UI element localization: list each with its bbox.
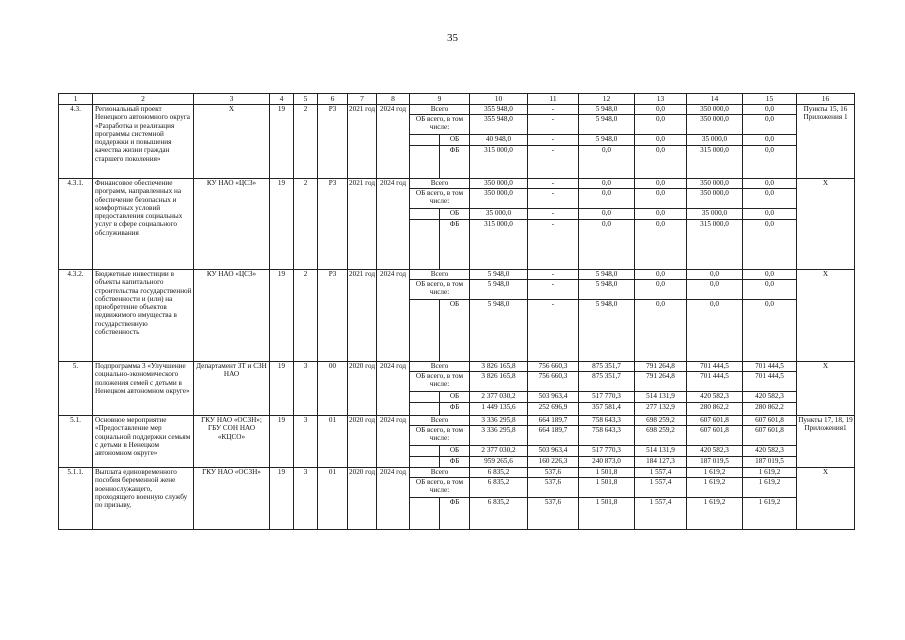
amount-cell: 0,0 [743, 209, 797, 220]
amount-cell: 0,0 [743, 300, 797, 362]
amount-cell: - [528, 105, 579, 115]
amount-cell: 959 265,6 [470, 457, 528, 468]
amount-cell: 315 000,0 [687, 220, 743, 270]
end-year: 2024 год [377, 416, 410, 468]
amount-cell: 184 127,3 [635, 457, 687, 468]
amount-cell: 698 259,2 [635, 426, 687, 446]
funding-source-label: ФБ [440, 146, 470, 179]
funding-source-label: Всего [410, 362, 470, 372]
amount-cell: 5 948,0 [470, 270, 528, 280]
header-cell: 10 [470, 94, 528, 105]
amount-cell: 1 619,2 [743, 468, 797, 478]
amount-cell: 0,0 [743, 220, 797, 270]
amount-cell: 503 963,4 [528, 392, 579, 403]
funding-source-label: ОБ [440, 446, 470, 457]
funding-source-label: ФБ [440, 220, 470, 270]
amount-cell: 0,0 [635, 105, 687, 115]
measure-name: Основное мероприятие «Предоставление мер социальной поддержки семьям с детьми в Ненецком автономном округе» [93, 416, 194, 468]
code-cell: 19 [270, 270, 294, 362]
code-cell: 2 [294, 179, 318, 270]
amount-cell: 1 619,2 [687, 478, 743, 498]
amount-cell: 350 000,0 [470, 179, 528, 189]
amount-cell: 252 696,9 [528, 403, 579, 416]
note-cell: X [797, 362, 855, 416]
amount-cell: 698 259,2 [635, 416, 687, 426]
spacer-cell [410, 392, 440, 403]
page-number: 35 [447, 32, 458, 44]
amount-cell: 0,0 [743, 135, 797, 146]
header-cell: 9 [410, 94, 470, 105]
amount-cell: 701 444,5 [743, 372, 797, 392]
amount-cell: 3 336 295,8 [470, 426, 528, 446]
amount-cell: - [528, 270, 579, 280]
funding-source-label: ОБ всего, в том числе: [410, 478, 470, 498]
note-cell: X [797, 468, 855, 530]
amount-cell: 5 948,0 [579, 270, 635, 280]
header-cell: 5 [294, 94, 318, 105]
header-cell: 16 [797, 94, 855, 105]
amount-cell: 1 619,2 [743, 498, 797, 530]
end-year: 2024 год [377, 179, 410, 270]
amount-cell: 420 582,3 [687, 392, 743, 403]
table-row [59, 105, 855, 115]
code-cell: P3 [318, 179, 348, 270]
header-cell: 7 [348, 94, 377, 105]
funding-source-label: Всего [410, 468, 470, 478]
amount-cell: 350 000,0 [687, 179, 743, 189]
amount-cell: 5 948,0 [470, 300, 528, 362]
amount-cell: 0,0 [579, 220, 635, 270]
row-number: 5. [59, 362, 93, 416]
amount-cell: 0,0 [687, 300, 743, 362]
header-cell: 3 [194, 94, 270, 105]
funding-source-label: ОБ всего, в том числе: [410, 189, 470, 209]
funding-source-label: Всего [410, 416, 470, 426]
table-row [59, 179, 855, 189]
note-cell: Пункты 15, 16 Приложения 1 [797, 105, 855, 179]
header-cell: 2 [93, 94, 194, 105]
amount-cell: 5 948,0 [579, 115, 635, 135]
amount-cell: 0,0 [579, 189, 635, 209]
amount-cell: 1 449 135,6 [470, 403, 528, 416]
amount-cell: 35 000,0 [687, 135, 743, 146]
amount-cell: 0,0 [635, 179, 687, 189]
amount-cell: 315 000,0 [687, 146, 743, 179]
amount-cell: 420 582,3 [743, 446, 797, 457]
amount-cell: 5 948,0 [579, 105, 635, 115]
code-cell: P3 [318, 270, 348, 362]
amount-cell: - [528, 179, 579, 189]
spacer-cell [410, 446, 440, 457]
end-year: 2024 год [377, 270, 410, 362]
amount-cell: 5 948,0 [579, 280, 635, 300]
amount-cell: 1 557,4 [635, 468, 687, 478]
spacer-cell [410, 498, 440, 530]
amount-cell: 240 873,0 [579, 457, 635, 468]
code-cell: 3 [294, 468, 318, 530]
code-cell: 2 [294, 105, 318, 179]
amount-cell: 503 963,4 [528, 446, 579, 457]
start-year: 2020 год [348, 362, 377, 416]
funding-source-label: ОБ всего, в том числе: [410, 115, 470, 135]
amount-cell: 0,0 [743, 105, 797, 115]
amount-cell: 0,0 [635, 209, 687, 220]
funding-source-label: Всего [410, 179, 470, 189]
amount-cell: 3 336 295,8 [470, 416, 528, 426]
header-cell: 15 [743, 94, 797, 105]
amount-cell: 6 835,2 [470, 478, 528, 498]
amount-cell: 875 351,7 [579, 372, 635, 392]
header-cell: 1 [59, 94, 93, 105]
amount-cell: 517 770,3 [579, 446, 635, 457]
amount-cell: 0,0 [635, 220, 687, 270]
amount-cell: 0,0 [743, 115, 797, 135]
amount-cell: 791 264,8 [635, 362, 687, 372]
amount-cell: 756 660,3 [528, 362, 579, 372]
amount-cell: 758 643,3 [579, 416, 635, 426]
amount-cell: 0,0 [579, 209, 635, 220]
amount-cell: 6 835,2 [470, 498, 528, 530]
measure-name: Финансовое обеспечение программ, направленных на обеспечение безопасных и комфортных условий предоставления социальных услуг в сфере социального обслуживания [93, 179, 194, 270]
amount-cell: 1 619,2 [687, 468, 743, 478]
amount-cell: 701 444,5 [743, 362, 797, 372]
amount-cell: 791 264,8 [635, 372, 687, 392]
executor: ГКУ НАО «ОСЗН» [194, 468, 270, 530]
amount-cell: 517 770,3 [579, 392, 635, 403]
end-year: 2024 год [377, 362, 410, 416]
code-cell: 3 [294, 416, 318, 468]
amount-cell: 35 000,0 [687, 209, 743, 220]
code-cell: 19 [270, 105, 294, 179]
spacer-cell [410, 135, 440, 146]
amount-cell: 0,0 [635, 115, 687, 135]
amount-cell: 350 000,0 [687, 189, 743, 209]
header-cell: 13 [635, 94, 687, 105]
amount-cell: 0,0 [743, 280, 797, 300]
amount-cell: 2 377 030,2 [470, 446, 528, 457]
amount-cell: 40 948,0 [470, 135, 528, 146]
amount-cell: 514 131,9 [635, 392, 687, 403]
amount-cell: 607 601,8 [687, 426, 743, 446]
funding-source-label: ОБ [440, 135, 470, 146]
amount-cell: 0,0 [743, 270, 797, 280]
measure-name: Региональный проект Ненецкого автономного округа «Разработка и реализация программы системной поддержки и повышения качества жизни граждан старшего поколения» [93, 105, 194, 179]
amount-cell: 1 501,8 [579, 478, 635, 498]
amount-cell: - [528, 135, 579, 146]
funding-source-label: Всего [410, 270, 470, 280]
header-cell: 4 [270, 94, 294, 105]
amount-cell: 5 948,0 [579, 300, 635, 362]
funding-source-label: ОБ [440, 300, 470, 362]
funding-source-label: ФБ [440, 457, 470, 468]
amount-cell: 0,0 [743, 179, 797, 189]
amount-cell: 187 019,5 [687, 457, 743, 468]
amount-cell: 607 601,8 [743, 416, 797, 426]
amount-cell: 1 619,2 [743, 478, 797, 498]
amount-cell: 0,0 [635, 146, 687, 179]
funding-source-label: Всего [410, 105, 470, 115]
amount-cell: 355 948,0 [470, 115, 528, 135]
row-number: 5.1. [59, 416, 93, 468]
row-number: 4.3. [59, 105, 93, 179]
table-row [59, 416, 855, 426]
amount-cell: 664 189,7 [528, 416, 579, 426]
executor: ГКУ НАО «ОСЗН»; ГБУ СОН НАО «КЦСО» [194, 416, 270, 468]
amount-cell: 0,0 [743, 189, 797, 209]
amount-cell: 0,0 [687, 270, 743, 280]
row-number: 4.3.2. [59, 270, 93, 362]
code-cell: P3 [318, 105, 348, 179]
amount-cell: 1 557,4 [635, 478, 687, 498]
amount-cell: 277 132,9 [635, 403, 687, 416]
note-cell: Пункты 17, 18, 19 Приложения1 [797, 416, 855, 468]
funding-source-label: ФБ [440, 498, 470, 530]
start-year: 2021 год [348, 105, 377, 179]
start-year: 2021 год [348, 179, 377, 270]
amount-cell: 756 660,3 [528, 372, 579, 392]
note-cell: X [797, 270, 855, 362]
header-cell: 6 [318, 94, 348, 105]
start-year: 2020 год [348, 468, 377, 530]
budget-table [58, 93, 855, 530]
measure-name: Подпрограмма 3 «Улучшение социально-экономического положения семей с детьми в Ненецком автономном округе» [93, 362, 194, 416]
amount-cell: 280 862,2 [687, 403, 743, 416]
executor: Департамент ЗТ и СЗН НАО [194, 362, 270, 416]
header-cell: 12 [579, 94, 635, 105]
header-cell: 11 [528, 94, 579, 105]
amount-cell: 315 000,0 [470, 220, 528, 270]
amount-cell: 5 948,0 [579, 135, 635, 146]
amount-cell: 3 826 165,8 [470, 372, 528, 392]
header-cell: 8 [377, 94, 410, 105]
end-year: 2024 год [377, 105, 410, 179]
end-year: 2024 год [377, 468, 410, 530]
funding-source-label: ОБ всего, в том числе: [410, 426, 470, 446]
amount-cell: 537,6 [528, 498, 579, 530]
code-cell: 19 [270, 416, 294, 468]
amount-cell: 0,0 [635, 280, 687, 300]
amount-cell: 355 948,0 [470, 105, 528, 115]
header-cell: 14 [687, 94, 743, 105]
amount-cell: 701 444,5 [687, 372, 743, 392]
amount-cell: 664 189,7 [528, 426, 579, 446]
amount-cell: 875 351,7 [579, 362, 635, 372]
amount-cell: 607 601,8 [743, 426, 797, 446]
amount-cell: 350 000,0 [687, 105, 743, 115]
amount-cell: 0,0 [635, 135, 687, 146]
funding-source-label: ОБ всего, в том числе: [410, 280, 470, 300]
header-row [59, 94, 855, 105]
note-cell: X [797, 179, 855, 270]
spacer-cell [410, 209, 440, 220]
funding-source-label: ФБ [440, 403, 470, 416]
row-number: 4.3.1. [59, 179, 93, 270]
spacer-cell [410, 220, 440, 270]
amount-cell: 0,0 [635, 189, 687, 209]
start-year: 2021 год [348, 270, 377, 362]
table-row [59, 468, 855, 478]
code-cell: 19 [270, 362, 294, 416]
amount-cell: - [528, 115, 579, 135]
amount-cell: 0,0 [579, 146, 635, 179]
amount-cell: 1 557,4 [635, 498, 687, 530]
amount-cell: - [528, 280, 579, 300]
executor: X [194, 105, 270, 179]
code-cell: 19 [270, 179, 294, 270]
amount-cell: 0,0 [635, 270, 687, 280]
code-cell: 3 [294, 362, 318, 416]
row-number: 5.1.1. [59, 468, 93, 530]
amount-cell: 514 131,9 [635, 446, 687, 457]
amount-cell: 758 643,3 [579, 426, 635, 446]
amount-cell: 1 501,8 [579, 468, 635, 478]
amount-cell: 3 826 165,8 [470, 362, 528, 372]
code-cell: 01 [318, 416, 348, 468]
amount-cell: 0,0 [635, 300, 687, 362]
amount-cell: 357 581,4 [579, 403, 635, 416]
amount-cell: - [528, 209, 579, 220]
amount-cell: 537,6 [528, 478, 579, 498]
amount-cell: 1 619,2 [687, 498, 743, 530]
executor: КУ НАО «ЦСЗ» [194, 270, 270, 362]
amount-cell: 187 019,5 [743, 457, 797, 468]
amount-cell: 315 000,0 [470, 146, 528, 179]
amount-cell: 6 835,2 [470, 468, 528, 478]
amount-cell: - [528, 220, 579, 270]
amount-cell: 0,0 [743, 146, 797, 179]
amount-cell: - [528, 189, 579, 209]
code-cell: 00 [318, 362, 348, 416]
amount-cell: 350 000,0 [687, 115, 743, 135]
executor: КУ НАО «ЦСЗ» [194, 179, 270, 270]
amount-cell: 537,6 [528, 468, 579, 478]
funding-source-label: ОБ [440, 392, 470, 403]
amount-cell: 607 601,8 [687, 416, 743, 426]
amount-cell: 35 000,0 [470, 209, 528, 220]
measure-name: Бюджетные инвестиции в объекты капитального строительства государственной собственности и (или) на приобретение объектов недвижимого имущества в государственную собственность [93, 270, 194, 362]
amount-cell: 0,0 [687, 280, 743, 300]
funding-source-label: ОБ [440, 209, 470, 220]
amount-cell: 160 226,3 [528, 457, 579, 468]
start-year: 2020 год [348, 416, 377, 468]
amount-cell: 0,0 [579, 179, 635, 189]
code-cell: 01 [318, 468, 348, 530]
code-cell: 2 [294, 270, 318, 362]
amount-cell: 420 582,3 [687, 446, 743, 457]
spacer-cell [410, 146, 440, 179]
amount-cell: - [528, 146, 579, 179]
code-cell: 19 [270, 468, 294, 530]
spacer-cell [410, 403, 440, 416]
spacer-cell [410, 300, 440, 362]
amount-cell: 5 948,0 [470, 280, 528, 300]
amount-cell: - [528, 300, 579, 362]
amount-cell: 350 000,0 [470, 189, 528, 209]
spacer-cell [410, 457, 440, 468]
amount-cell: 701 444,5 [687, 362, 743, 372]
measure-name: Выплата единовременного пособия беременной жене военнослужащего, проходящего военную службу по призыву, [93, 468, 194, 530]
amount-cell: 2 377 030,2 [470, 392, 528, 403]
amount-cell: 1 501,8 [579, 498, 635, 530]
table-row [59, 362, 855, 372]
table-row [59, 270, 855, 280]
amount-cell: 420 582,3 [743, 392, 797, 403]
funding-source-label: ОБ всего, в том числе: [410, 372, 470, 392]
amount-cell: 280 862,2 [743, 403, 797, 416]
